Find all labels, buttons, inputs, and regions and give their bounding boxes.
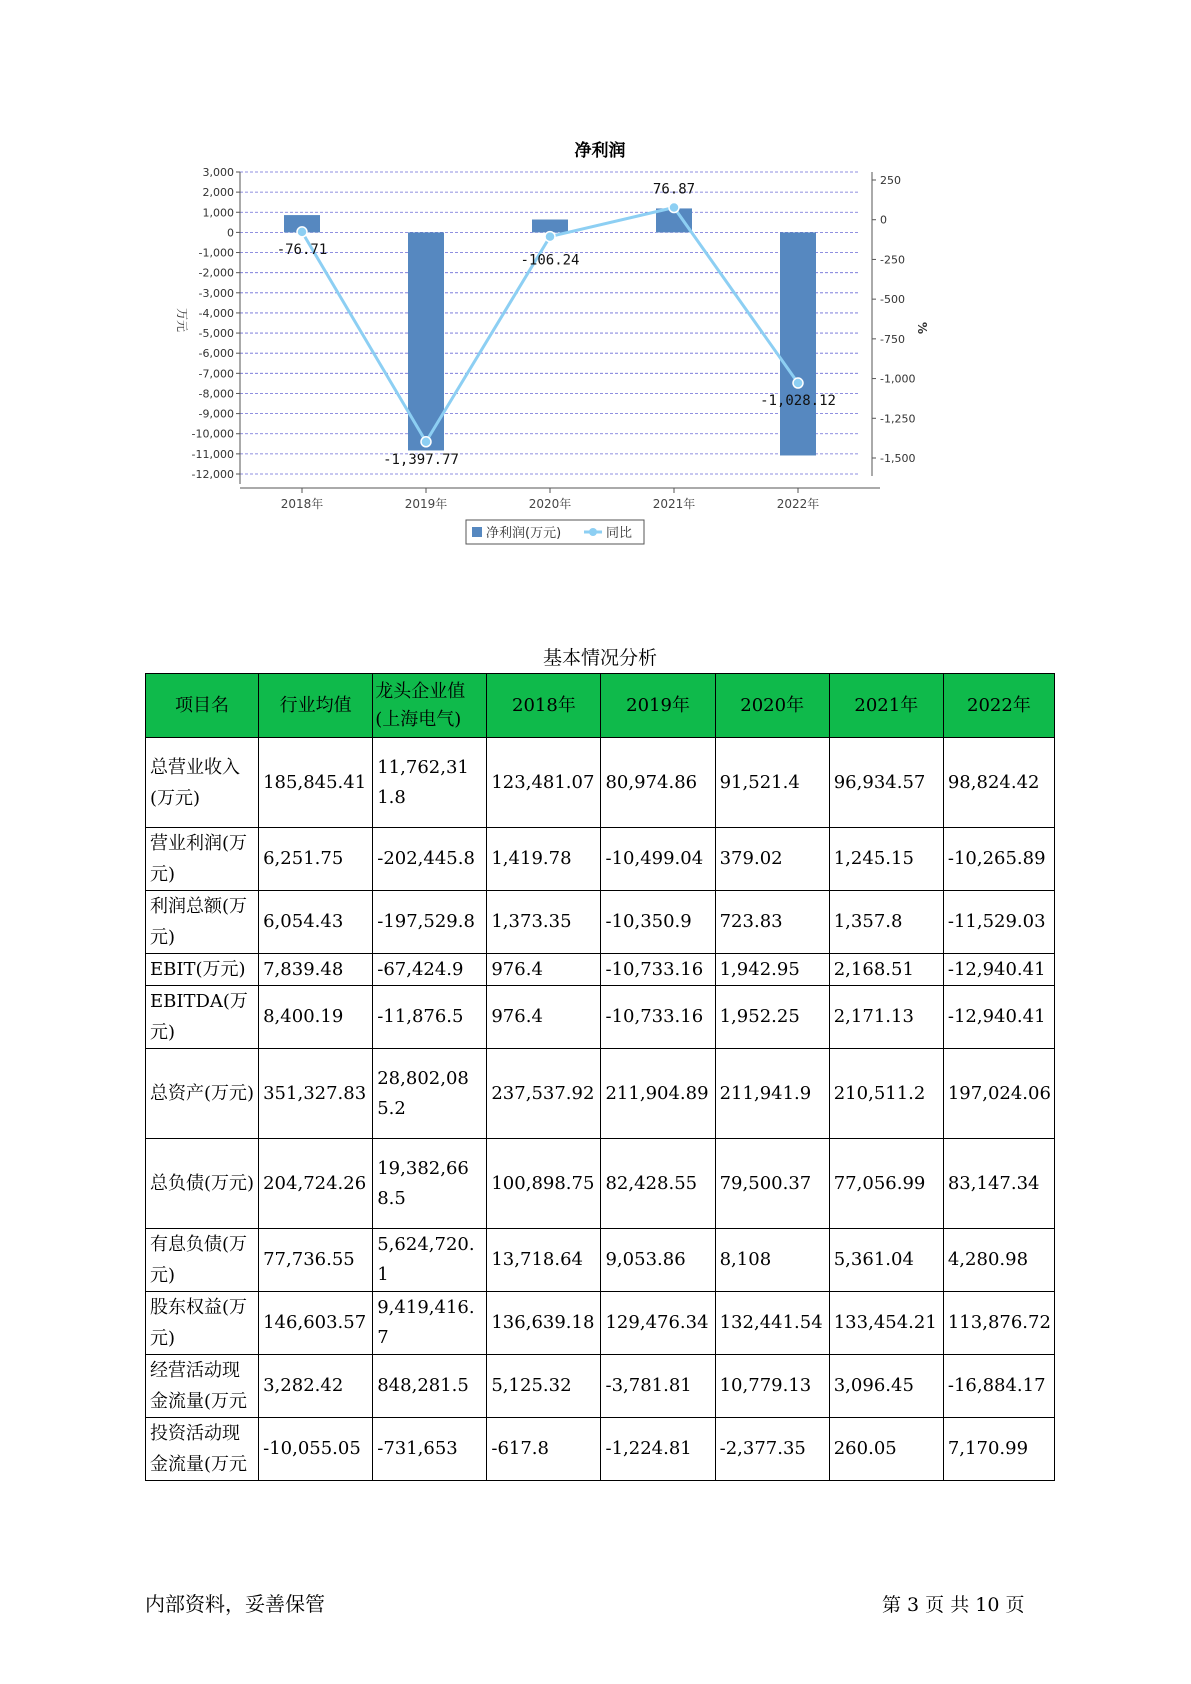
right-tick-label: -1,500 [880,452,916,465]
basic-analysis-table [145,673,1055,1481]
table-cell: 1,419.78 [487,828,601,891]
left-tick-label: 1,000 [202,206,234,220]
table-cell: 133,454.21 [829,1292,943,1355]
yoy-data-label: 76.87 [652,181,696,198]
yoy-data-label: -106.24 [520,252,580,269]
table-cell: -202,445.8 [373,828,487,891]
table-cell: -617.8 [487,1418,601,1481]
row-label: 投资活动现金流量(万元 [146,1418,259,1481]
table-cell: 848,281.5 [373,1355,487,1418]
table-cell: 11,762,311.8 [373,738,487,828]
right-tick-label: 0 [880,213,887,227]
table-row [146,738,1055,828]
right-tick-label: -1,000 [880,372,916,386]
net-profit-chart [170,128,970,598]
left-tick-label: -12,000 [191,468,234,481]
table-cell: -197,529.8 [373,891,487,954]
table-cell: 351,327.83 [259,1049,373,1139]
row-label: 营业利润(万元) [146,828,259,891]
yoy-point [793,378,803,388]
yoy-point [297,227,307,237]
table-cell: 1,245.15 [829,828,943,891]
bar-series [284,208,816,455]
left-tick-label: -10,000 [191,427,234,441]
table-cell: 1,357.8 [829,891,943,954]
x-tick-label: 2022年 [776,497,820,511]
table-cell: 9,053.86 [601,1229,715,1292]
bar [780,232,816,455]
table-cell: 379.02 [715,828,829,891]
table-cell: 237,537.92 [487,1049,601,1139]
table-header-2: 龙头企业值(上海电气) [373,674,487,738]
table-row [146,1355,1055,1418]
right-tick-label: -1,250 [880,412,916,426]
x-tick-label: 2021年 [652,497,696,511]
table-header-3: 2018年 [487,674,601,738]
left-tick-label: -6,000 [198,347,234,361]
table-row [146,1292,1055,1355]
table-cell: 204,724.26 [259,1139,373,1229]
table-cell: 1,942.95 [715,954,829,986]
table-cell: -2,377.35 [715,1418,829,1481]
table-cell: 4,280.98 [943,1229,1054,1292]
table-cell: 129,476.34 [601,1292,715,1355]
table-cell: 100,898.75 [487,1139,601,1229]
table-header-6: 2021年 [829,674,943,738]
table-cell: -10,055.05 [259,1418,373,1481]
table-cell: -12,940.41 [943,954,1054,986]
table-cell: 96,934.57 [829,738,943,828]
table-cell: 98,824.42 [943,738,1054,828]
table-cell: -3,781.81 [601,1355,715,1418]
table-cell: 197,024.06 [943,1049,1054,1139]
table-row [146,1418,1055,1481]
legend-bar-label: 净利润(万元) [486,526,562,541]
left-tick-label: 0 [227,226,234,240]
x-tick-label: 2019年 [404,497,448,511]
yoy-data-label: -1,397.77 [383,451,459,468]
right-tick-label: -750 [880,332,905,346]
row-label: EBITDA(万元) [146,986,259,1049]
left-tick-label: -5,000 [198,327,234,341]
table-cell: 77,736.55 [259,1229,373,1292]
grid-lines [240,172,860,474]
right-axis-title: % [915,322,929,335]
left-tick-label: -8,000 [198,387,234,401]
table-header-row [146,674,1055,738]
table-cell: 185,845.41 [259,738,373,828]
table-cell: 91,521.4 [715,738,829,828]
table-cell: 1,373.35 [487,891,601,954]
table-cell: 19,382,668.5 [373,1139,487,1229]
table-cell: 976.4 [487,986,601,1049]
yoy-point [669,203,679,213]
table-cell: 146,603.57 [259,1292,373,1355]
yoy-point [545,232,555,242]
chart-title: 净利润 [574,141,626,161]
right-tick-label: 250 [880,174,901,187]
table-caption: 基本情况分析 [542,647,657,669]
table-row [146,1049,1055,1139]
table-cell: -10,733.16 [601,954,715,986]
table-cell: 2,168.51 [829,954,943,986]
table-header-5: 2020年 [715,674,829,738]
row-label: 利润总额(万元) [146,891,259,954]
table-cell: 7,170.99 [943,1418,1054,1481]
table-cell: 6,251.75 [259,828,373,891]
row-label: 总负债(万元) [146,1139,259,1229]
table-row [146,986,1055,1049]
table-cell: 80,974.86 [601,738,715,828]
left-tick-label: -1,000 [198,246,234,260]
row-label: EBIT(万元) [146,954,259,986]
table-cell: 211,941.9 [715,1049,829,1139]
table-cell: 3,096.45 [829,1355,943,1418]
table-cell: -731,653 [373,1418,487,1481]
table-row [146,954,1055,986]
footer-confidential-note: 内部资料，妥善保管 [145,1592,325,1616]
table-row [146,1139,1055,1229]
table-cell: 28,802,085.2 [373,1049,487,1139]
table-row [146,891,1055,954]
table-cell: 7,839.48 [259,954,373,986]
row-label: 经营活动现金流量(万元 [146,1355,259,1418]
x-tick-label: 2018年 [280,497,324,511]
table-cell: -11,876.5 [373,986,487,1049]
table-cell: 210,511.2 [829,1049,943,1139]
yoy-data-label: -76.71 [276,241,328,258]
table-cell: 77,056.99 [829,1139,943,1229]
table-cell: -10,350.9 [601,891,715,954]
table-header-7: 2022年 [943,674,1054,738]
table-cell: 1,952.25 [715,986,829,1049]
table-cell: 5,361.04 [829,1229,943,1292]
table-cell: -10,265.89 [943,828,1054,891]
left-axis-title: 万元 [175,308,189,333]
table-cell: -10,733.16 [601,986,715,1049]
table-cell: 8,400.19 [259,986,373,1049]
row-label: 有息负债(万元) [146,1229,259,1292]
left-tick-label: 2,000 [202,186,234,200]
yoy-line [302,208,798,442]
yoy-data-label: -1,028.12 [760,393,836,410]
chart-svg [170,128,970,598]
table-cell: -67,424.9 [373,954,487,986]
table-cell: 723.83 [715,891,829,954]
table-cell: -1,224.81 [601,1418,715,1481]
row-label: 总营业收入(万元) [146,738,259,828]
right-tick-label: -500 [880,293,905,307]
table-cell: 6,054.43 [259,891,373,954]
table-header-0: 项目名 [146,674,259,738]
table-row [146,1229,1055,1292]
table-header-1: 行业均值 [259,674,373,738]
table-cell: 2,171.13 [829,986,943,1049]
left-tick-label: -11,000 [191,447,234,461]
table-cell: 113,876.72 [943,1292,1054,1355]
table-cell: -12,940.41 [943,986,1054,1049]
table-cell: 83,147.34 [943,1139,1054,1229]
row-label: 股东权益(万元) [146,1292,259,1355]
footer-page-number: 第 3 页 共 10 页 [882,1594,1025,1616]
row-label: 总资产(万元) [146,1049,259,1139]
table-cell: 3,282.42 [259,1355,373,1418]
legend-line-marker [589,528,597,536]
table-cell: 211,904.89 [601,1049,715,1139]
left-tick-label: -9,000 [198,407,234,421]
yoy-point [421,437,431,447]
table-cell: 79,500.37 [715,1139,829,1229]
bar [532,220,568,233]
legend-bar-swatch [472,527,482,537]
table-cell: 8,108 [715,1229,829,1292]
table-cell: 132,441.54 [715,1292,829,1355]
left-tick-label: 3,000 [202,166,234,179]
table-header-4: 2019年 [601,674,715,738]
legend-line-label: 同比 [606,526,633,541]
table-cell: -10,499.04 [601,828,715,891]
table-cell: 976.4 [487,954,601,986]
left-tick-label: -4,000 [198,306,234,320]
table-row [146,828,1055,891]
table-cell: 123,481.07 [487,738,601,828]
right-tick-label: -250 [880,253,905,267]
left-tick-label: -2,000 [198,266,234,280]
table-cell: 260.05 [829,1418,943,1481]
table-cell: 82,428.55 [601,1139,715,1229]
table-cell: 9,419,416.7 [373,1292,487,1355]
left-tick-label: -3,000 [198,286,234,300]
table-cell: 5,624,720.1 [373,1229,487,1292]
table-cell: 5,125.32 [487,1355,601,1418]
table-cell: 10,779.13 [715,1355,829,1418]
left-tick-label: -7,000 [198,367,234,381]
table-cell: -11,529.03 [943,891,1054,954]
table-cell: 13,718.64 [487,1229,601,1292]
legend [466,520,644,544]
table-cell: 136,639.18 [487,1292,601,1355]
table-cell: -16,884.17 [943,1355,1054,1418]
x-tick-label: 2020年 [528,497,572,511]
